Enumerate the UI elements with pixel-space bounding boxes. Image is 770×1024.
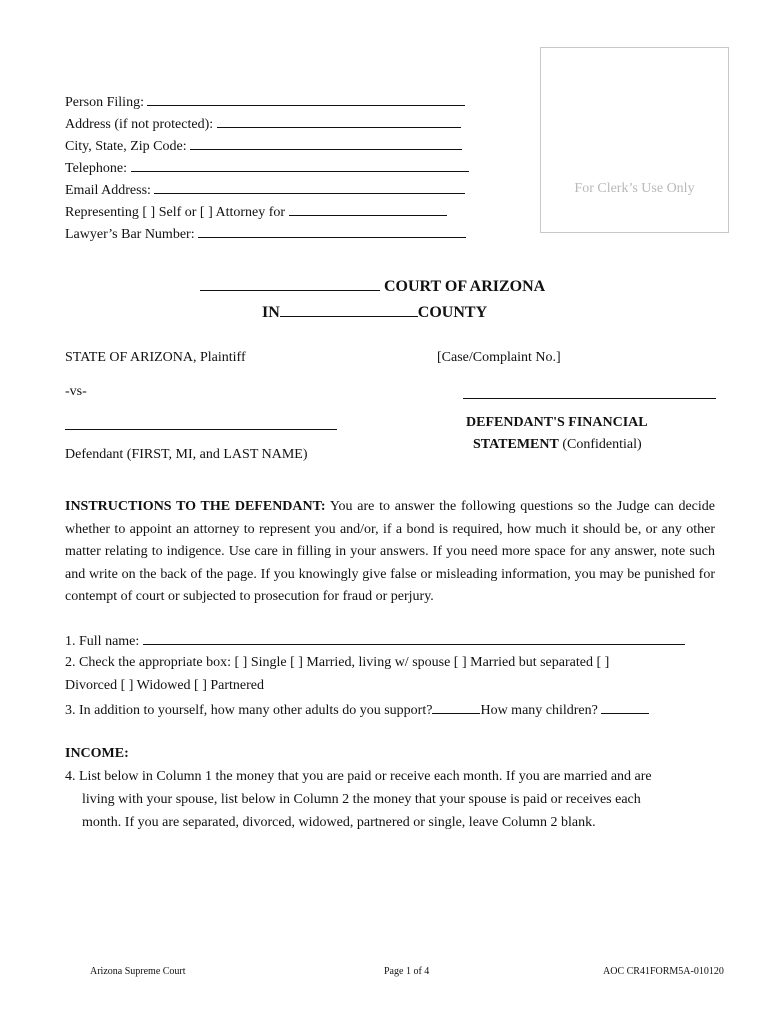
- question-1-row: [65, 632, 685, 650]
- address-field[interactable]: [217, 115, 461, 128]
- person-filing-row: [65, 92, 465, 114]
- doc-title-statement: STATEMENT: [473, 437, 559, 452]
- email-row: [65, 180, 465, 202]
- income-heading: INCOME:: [65, 746, 129, 761]
- clerk-use-label: For Clerk’s Use Only: [574, 181, 695, 196]
- representing-row: [65, 202, 447, 224]
- address-label: Address (if not protected):: [65, 117, 214, 132]
- plaintiff-label: STATE OF ARIZONA, Plaintiff: [65, 350, 246, 365]
- question-4-line1: 4. List below in Column 1 the money that you are paid or receive each month. If you are married and are: [65, 769, 652, 784]
- question-3-adults-label: 3. In addition to yourself, how many other adults do you support?: [65, 703, 433, 718]
- county-text: COUNTY: [417, 304, 488, 321]
- bar-number-row: [65, 224, 466, 246]
- person-filing-label: Person Filing:: [65, 95, 144, 110]
- question-4-line2: living with your spouse, list below in Column 2 the money that your spouse is paid or receives each: [82, 792, 641, 807]
- footer-court-name: Arizona Supreme Court: [90, 966, 186, 977]
- case-number-label: [Case/Complaint No.]: [437, 350, 561, 365]
- court-name-field[interactable]: [200, 276, 380, 291]
- city-state-zip-row: [65, 136, 462, 158]
- adults-supported-field[interactable]: [432, 701, 480, 714]
- email-field[interactable]: [154, 181, 465, 194]
- telephone-field[interactable]: [131, 159, 469, 172]
- bar-number-label: Lawyer’s Bar Number:: [65, 227, 195, 242]
- doc-title-line1: DEFENDANT'S FINANCIAL: [466, 415, 648, 430]
- court-of-arizona-text: COURT OF ARIZONA: [384, 278, 546, 295]
- doc-title-line2: [473, 437, 642, 453]
- children-count-field[interactable]: [601, 701, 649, 714]
- instructions-heading: INSTRUCTIONS TO THE DEFENDANT:: [65, 499, 326, 514]
- city-state-zip-field[interactable]: [190, 137, 462, 150]
- court-title-line1: [200, 276, 545, 296]
- court-title-line2: [262, 302, 487, 322]
- address-row: [65, 114, 461, 136]
- defendant-name-field[interactable]: [65, 429, 337, 430]
- telephone-row: [65, 158, 469, 180]
- clerk-use-box: [540, 47, 729, 233]
- case-number-field[interactable]: [463, 398, 716, 399]
- vs-label: -vs-: [65, 384, 87, 399]
- county-name-field[interactable]: [280, 302, 418, 317]
- footer-form-code: AOC CR41FORM5A-010120: [603, 966, 724, 977]
- court-in-text: IN: [262, 304, 280, 321]
- question-2-line1: 2. Check the appropriate box: [ ] Single [ ] Married, living w/ spouse [ ] Married but separated [ ]: [65, 655, 610, 670]
- question-3-children-label: How many children?: [480, 703, 598, 718]
- representing-label: Representing [ ] Self or [ ] Attorney for: [65, 205, 286, 220]
- attorney-for-field[interactable]: [289, 203, 447, 216]
- doc-title-confidential: (Confidential): [558, 437, 642, 452]
- question-3-row: [65, 701, 649, 719]
- email-label: Email Address:: [65, 183, 151, 198]
- telephone-label: Telephone:: [65, 161, 127, 176]
- instructions-paragraph: [65, 496, 715, 609]
- instructions-body: You are to answer the following questions so the Judge can decide whether to appoint an attorney to represent you and/or, if a bond is required, how much it should be, or any other matter relating to indigence. Use care in filling in your answers. If you need more space for any answer, note such and write on the back of the page. If you knowingly give false or misleading information, you may be punished for contempt of court or subjected to prosecution for fraud or perjury.: [65, 499, 715, 604]
- question-1-label: 1. Full name:: [65, 634, 140, 649]
- person-filing-field[interactable]: [147, 93, 465, 106]
- city-state-zip-label: City, State, Zip Code:: [65, 139, 187, 154]
- footer-page-number: Page 1 of 4: [384, 966, 430, 977]
- question-4-line3: month. If you are separated, divorced, widowed, partnered or single, leave Column 2 blank.: [82, 815, 596, 830]
- full-name-field[interactable]: [143, 632, 685, 645]
- defendant-label: Defendant (FIRST, MI, and LAST NAME): [65, 447, 308, 462]
- bar-number-field[interactable]: [198, 225, 466, 238]
- question-2-line2: Divorced [ ] Widowed [ ] Partnered: [65, 678, 264, 693]
